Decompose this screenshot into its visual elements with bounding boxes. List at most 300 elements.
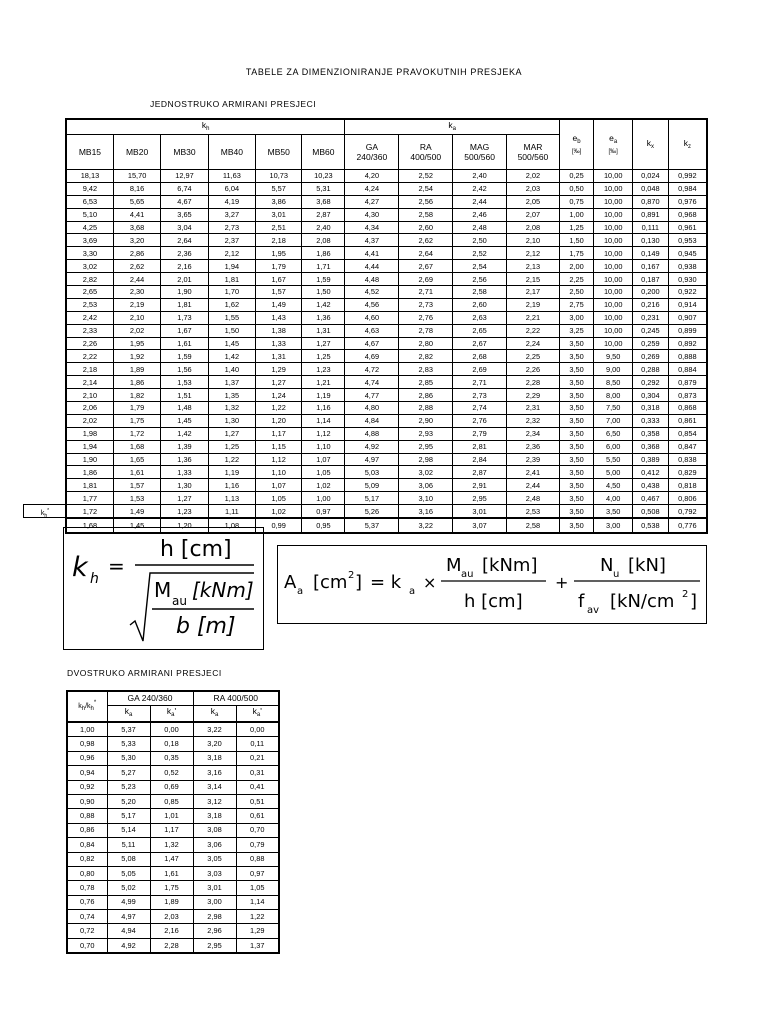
table-row — [66, 273, 707, 286]
table-cell: 1,33 — [256, 337, 302, 350]
table-cell: 2,05 — [507, 195, 560, 208]
table-cell: 5,17 — [345, 492, 399, 505]
table-cell: 0,96 — [67, 751, 107, 765]
table-cell: 2,95 — [193, 938, 236, 953]
table-cell: 0,259 — [633, 337, 669, 350]
table-cell: 1,95 — [256, 247, 302, 260]
table-cell: 5,23 — [107, 780, 150, 794]
table-cell: 0,854 — [668, 427, 707, 440]
table-row — [66, 363, 707, 376]
table-cell: 1,25 — [302, 350, 345, 363]
table-cell: 0,200 — [633, 286, 669, 299]
table-row — [66, 479, 707, 492]
table-cell: 3,22 — [193, 722, 236, 737]
table-cell: 6,50 — [594, 427, 633, 440]
table-cell: 2,67 — [453, 337, 507, 350]
table-cell: 2,81 — [453, 440, 507, 453]
table-cell: 2,51 — [256, 221, 302, 234]
col-header-ra: RA 400/500 — [399, 135, 453, 170]
table-row — [66, 337, 707, 350]
table-cell: 2,54 — [453, 260, 507, 273]
double-header-row-top — [67, 691, 279, 706]
table-cell: 0,792 — [668, 505, 707, 518]
table-row — [66, 466, 707, 479]
table-cell: 1,50 — [559, 234, 593, 247]
table-row — [66, 376, 707, 389]
table-cell: 2,26 — [507, 363, 560, 376]
table-cell: 3,01 — [193, 881, 236, 895]
table-cell: 2,98 — [399, 453, 453, 466]
table-cell: 1,79 — [256, 260, 302, 273]
table-cell: 1,00 — [559, 208, 593, 221]
table-cell: 0,84 — [67, 838, 107, 852]
table-cell: 1,07 — [302, 453, 345, 466]
table-cell: 2,19 — [507, 298, 560, 311]
table-cell: 0,80 — [67, 866, 107, 880]
table-cell: 0,98 — [67, 737, 107, 751]
table-cell: 1,57 — [256, 286, 302, 299]
table-cell: 4,00 — [594, 492, 633, 505]
table-cell: 1,61 — [150, 866, 193, 880]
double-reinforced-table — [66, 690, 280, 954]
ratio-header: kh/kh* — [67, 691, 107, 722]
table-cell: 2,07 — [507, 208, 560, 221]
table-cell: 7,50 — [594, 402, 633, 415]
table-cell: 1,02 — [256, 505, 302, 518]
table-cell: 1,79 — [113, 402, 160, 415]
table-cell: 0,85 — [150, 794, 193, 808]
table-cell: 6,74 — [161, 182, 208, 195]
table-cell: 1,98 — [66, 427, 113, 440]
table-row — [67, 794, 279, 808]
table-cell: 4,72 — [345, 363, 399, 376]
table-cell: 2,44 — [113, 273, 160, 286]
table-cell: 5,00 — [594, 466, 633, 479]
table-cell: 2,71 — [453, 376, 507, 389]
table-cell: 4,50 — [594, 479, 633, 492]
table-cell: 0,21 — [236, 751, 279, 765]
table-cell: 2,02 — [507, 170, 560, 183]
table-cell: 9,50 — [594, 350, 633, 363]
kz-header: $k_z$ — [668, 119, 707, 170]
formula-as-moment-unit: [kNm] — [482, 555, 538, 576]
formula-as-f-unit: [kN/cm — [610, 591, 675, 612]
table-cell: 5,65 — [113, 195, 160, 208]
table-cell: 1,14 — [236, 895, 279, 909]
table-cell: 3,50 — [559, 492, 593, 505]
table-cell: 4,63 — [345, 324, 399, 337]
table-cell: 2,46 — [453, 208, 507, 221]
table-cell: 2,63 — [453, 311, 507, 324]
table-cell: 2,50 — [453, 234, 507, 247]
table-cell: 5,37 — [107, 722, 150, 737]
table-cell: 0,873 — [668, 389, 707, 402]
table-cell: 0,907 — [668, 311, 707, 324]
table-cell: 0,318 — [633, 402, 669, 415]
table-cell: 0,776 — [668, 518, 707, 533]
formula-as-f-sub: av — [587, 605, 600, 616]
table-cell: 1,27 — [161, 492, 208, 505]
table-cell: 15,70 — [113, 170, 160, 183]
table-cell: 2,95 — [399, 440, 453, 453]
table-cell: 10,00 — [594, 208, 633, 221]
table-cell: 10,00 — [594, 234, 633, 247]
table-cell: 2,53 — [507, 505, 560, 518]
formula-as — [277, 545, 707, 624]
table-cell: 0,818 — [668, 479, 707, 492]
table-cell: 0,899 — [668, 324, 707, 337]
formula-as-ka-sub: a — [409, 586, 416, 597]
table-cell: 0,50 — [559, 182, 593, 195]
table-cell: 2,65 — [66, 286, 113, 299]
table-cell: 3,50 — [594, 505, 633, 518]
table-cell: 1,49 — [256, 298, 302, 311]
table-cell: 1,86 — [66, 466, 113, 479]
table-cell: 1,68 — [113, 440, 160, 453]
table-cell: 3,12 — [193, 794, 236, 808]
table-cell: 2,34 — [507, 427, 560, 440]
table-cell: 4,67 — [345, 337, 399, 350]
table-cell: 3,50 — [559, 453, 593, 466]
table-cell: 2,54 — [399, 182, 453, 195]
table-cell: 1,00 — [67, 722, 107, 737]
table-cell: 6,00 — [594, 440, 633, 453]
table-row — [66, 182, 707, 195]
table-cell: 11,63 — [208, 170, 255, 183]
table-row — [66, 402, 707, 415]
table-cell: 2,52 — [453, 247, 507, 260]
table-cell: 0,870 — [633, 195, 669, 208]
table-cell: 3,20 — [113, 234, 160, 247]
table-row — [66, 505, 707, 518]
table-cell: 0,97 — [236, 866, 279, 880]
table-cell: 1,05 — [236, 881, 279, 895]
table-cell: 1,27 — [302, 337, 345, 350]
formula-as-a-exp: 2 — [348, 570, 355, 581]
table-cell: 1,68 — [66, 518, 113, 533]
table-cell: 5,26 — [345, 505, 399, 518]
table-cell: 1,19 — [208, 466, 255, 479]
table-cell: 1,90 — [66, 453, 113, 466]
table-cell: 1,32 — [150, 838, 193, 852]
table-cell: 4,99 — [107, 895, 150, 909]
table-cell: 2,69 — [453, 363, 507, 376]
formula-as-f-unit-close: ] — [690, 591, 698, 612]
table-cell: 1,48 — [161, 402, 208, 415]
table-cell: 5,14 — [107, 823, 150, 837]
table-cell: 2,79 — [453, 427, 507, 440]
table-cell: 2,85 — [399, 376, 453, 389]
table-cell: 4,80 — [345, 402, 399, 415]
table-cell: 4,56 — [345, 298, 399, 311]
table-cell: 2,91 — [453, 479, 507, 492]
table-cell: 2,80 — [399, 337, 453, 350]
table-cell: 4,84 — [345, 414, 399, 427]
table-cell: 2,12 — [208, 247, 255, 260]
table-cell: 2,58 — [453, 286, 507, 299]
table-cell: 3,00 — [559, 311, 593, 324]
table-cell: 3,02 — [66, 260, 113, 273]
ea-header: $e_a$ [‰] — [594, 119, 633, 170]
table-cell: 0,94 — [67, 766, 107, 780]
formula-as-n-unit: [kN] — [628, 555, 666, 576]
table-cell: 0,269 — [633, 350, 669, 363]
table-cell: 2,25 — [559, 273, 593, 286]
formula-as-eq-ka: = k — [370, 572, 402, 593]
table-cell: 10,23 — [302, 170, 345, 183]
table-cell: 1,49 — [113, 505, 160, 518]
table-cell: 2,60 — [453, 298, 507, 311]
table-cell: 9,42 — [66, 182, 113, 195]
table-cell: 3,50 — [559, 337, 593, 350]
table-cell: 1,25 — [208, 440, 255, 453]
table-row — [67, 938, 279, 953]
table-cell: 2,82 — [399, 350, 453, 363]
table-cell: 18,13 — [66, 170, 113, 183]
table-cell: 2,95 — [453, 492, 507, 505]
table-cell: 3,16 — [399, 505, 453, 518]
table-cell: 0,879 — [668, 376, 707, 389]
table-cell: 1,20 — [256, 414, 302, 427]
table-cell: 2,03 — [150, 910, 193, 924]
table-cell: 1,08 — [208, 518, 255, 533]
sub-header-ka-ga: $k_a$ — [107, 706, 150, 723]
table-cell: 0,968 — [668, 208, 707, 221]
table-cell: 7,00 — [594, 414, 633, 427]
formula-as-plus: + — [555, 573, 569, 592]
table-cell: 1,86 — [113, 376, 160, 389]
table-cell: 2,25 — [507, 350, 560, 363]
table-cell: 2,73 — [208, 221, 255, 234]
table-cell: 0,231 — [633, 311, 669, 324]
table-cell: 1,22 — [236, 910, 279, 924]
table-cell: 1,24 — [256, 389, 302, 402]
table-cell: 6,04 — [208, 182, 255, 195]
table-cell: 4,27 — [345, 195, 399, 208]
table-cell: 1,23 — [161, 505, 208, 518]
table-cell: 1,75 — [150, 881, 193, 895]
table-cell: 0,61 — [236, 809, 279, 823]
table-cell: 1,14 — [302, 414, 345, 427]
table-cell: 1,94 — [208, 260, 255, 273]
table-cell: 0,467 — [633, 492, 669, 505]
table-cell: 0,00 — [150, 722, 193, 737]
group-header-ga: GA 240/360 — [107, 691, 193, 706]
table-cell: 3,86 — [256, 195, 302, 208]
table-cell: 4,74 — [345, 376, 399, 389]
table-cell: 2,53 — [66, 298, 113, 311]
table-cell: 10,00 — [594, 324, 633, 337]
table-cell: 0,97 — [302, 505, 345, 518]
table-cell: 2,86 — [113, 247, 160, 260]
table-cell: 5,08 — [107, 852, 150, 866]
table-cell: 3,27 — [208, 208, 255, 221]
formula-as-f-exp: 2 — [682, 589, 689, 600]
table-cell: 1,38 — [256, 324, 302, 337]
table-cell: 4,94 — [107, 924, 150, 938]
formula-kh-numerator: h [cm] — [160, 537, 232, 562]
table-cell: 4,77 — [345, 389, 399, 402]
table-cell: 2,15 — [507, 273, 560, 286]
section-heading-single: JEDNOSTRUKO ARMIRANI PRESJECI — [150, 99, 317, 109]
table-cell: 0,930 — [668, 273, 707, 286]
table-cell: 0,95 — [302, 518, 345, 533]
formula-as-a-unit-close: ] — [355, 572, 363, 593]
col-header-mb30: MB30 — [161, 135, 208, 170]
table-cell: 5,11 — [107, 838, 150, 852]
table-cell: 0,74 — [67, 910, 107, 924]
table-row — [66, 453, 707, 466]
table-cell: 0,11 — [236, 737, 279, 751]
table-row — [67, 881, 279, 895]
table-cell: 2,28 — [150, 938, 193, 953]
table-cell: 2,58 — [399, 208, 453, 221]
table-cell: 0,78 — [67, 881, 107, 895]
table-cell: 0,953 — [668, 234, 707, 247]
table-cell: 0,884 — [668, 363, 707, 376]
table-cell: 1,12 — [302, 427, 345, 440]
table-cell: 5,37 — [345, 518, 399, 533]
table-cell: 1,15 — [256, 440, 302, 453]
table-cell: 1,30 — [161, 479, 208, 492]
table-cell: 3,05 — [193, 852, 236, 866]
table-cell: 1,62 — [208, 298, 255, 311]
table-cell: 2,28 — [507, 376, 560, 389]
table-cell: 2,06 — [66, 402, 113, 415]
table-cell: 4,60 — [345, 311, 399, 324]
table-cell: 1,77 — [66, 492, 113, 505]
table-cell: 4,19 — [208, 195, 255, 208]
table-cell: 1,81 — [66, 479, 113, 492]
page-title: TABELE ZA DIMENZIONIRANJE PRAVOKUTNIH PRESJEKA — [245, 67, 523, 77]
table-cell: 1,22 — [208, 453, 255, 466]
table-row — [66, 414, 707, 427]
formula-as-a-sub: a — [297, 586, 304, 597]
table-cell: 3,06 — [193, 838, 236, 852]
table-cell: 1,56 — [161, 363, 208, 376]
table-cell: 1,67 — [256, 273, 302, 286]
table-cell: 2,10 — [507, 234, 560, 247]
table-cell: 0,914 — [668, 298, 707, 311]
table-cell: 1,35 — [208, 389, 255, 402]
table-cell: 0,389 — [633, 453, 669, 466]
table-cell: 1,61 — [161, 337, 208, 350]
table-cell: 5,50 — [594, 453, 633, 466]
table-cell: 0,438 — [633, 479, 669, 492]
table-cell: 4,34 — [345, 221, 399, 234]
table-cell: 0,92 — [67, 780, 107, 794]
table-cell: 1,86 — [302, 247, 345, 260]
table-cell: 10,00 — [594, 247, 633, 260]
table-cell: 2,10 — [113, 311, 160, 324]
table-cell: 2,98 — [193, 910, 236, 924]
table-cell: 0,35 — [150, 751, 193, 765]
table-cell: 4,37 — [345, 234, 399, 247]
table-cell: 3,69 — [66, 234, 113, 247]
table-cell: 1,90 — [161, 286, 208, 299]
table-cell: 3,10 — [399, 492, 453, 505]
table-cell: 2,39 — [507, 453, 560, 466]
table-cell: 4,44 — [345, 260, 399, 273]
table-cell: 3,50 — [559, 427, 593, 440]
table-cell: 2,68 — [453, 350, 507, 363]
table-cell: 1,30 — [208, 414, 255, 427]
table-cell: 3,02 — [399, 466, 453, 479]
table-cell: 0,961 — [668, 221, 707, 234]
table-cell: 1,05 — [302, 466, 345, 479]
table-cell: 0,76 — [67, 895, 107, 909]
col-header-mb50: MB50 — [256, 135, 302, 170]
col-header-mb40: MB40 — [208, 135, 255, 170]
table-cell: 2,18 — [256, 234, 302, 247]
table-cell: 1,37 — [236, 938, 279, 953]
table-cell: 0,048 — [633, 182, 669, 195]
table-cell: 0,88 — [67, 809, 107, 823]
table-cell: 1,39 — [161, 440, 208, 453]
table-cell: 1,40 — [208, 363, 255, 376]
table-cell: 2,64 — [161, 234, 208, 247]
table-cell: 2,16 — [150, 924, 193, 938]
table-cell: 4,67 — [161, 195, 208, 208]
table-cell: 2,18 — [66, 363, 113, 376]
table-cell: 1,19 — [302, 389, 345, 402]
table-cell: 0,412 — [633, 466, 669, 479]
table-cell: 3,18 — [193, 809, 236, 823]
table-cell: 1,89 — [113, 363, 160, 376]
sub-header-ka-prime-ga: $k_a'$ — [150, 706, 193, 723]
table-cell: 1,61 — [113, 466, 160, 479]
table-cell: 1,73 — [161, 311, 208, 324]
table-row — [67, 751, 279, 765]
table-row — [66, 286, 707, 299]
table-cell: 0,847 — [668, 440, 707, 453]
table-cell: 2,22 — [66, 350, 113, 363]
table-cell: 3,50 — [559, 350, 593, 363]
table-cell: 1,92 — [113, 350, 160, 363]
table-cell: 0,25 — [559, 170, 593, 183]
table-row — [66, 311, 707, 324]
table-cell: 8,50 — [594, 376, 633, 389]
table-cell: 5,30 — [107, 751, 150, 765]
table-cell: 0,938 — [668, 260, 707, 273]
table-cell: 10,00 — [594, 273, 633, 286]
table-cell: 2,33 — [66, 324, 113, 337]
table-cell: 1,71 — [302, 260, 345, 273]
kh-group-header: $k_h$ — [66, 119, 345, 135]
table-cell: 3,50 — [559, 518, 593, 533]
table-cell: 9,00 — [594, 363, 633, 376]
table-cell: 2,50 — [559, 286, 593, 299]
table-cell: 4,20 — [345, 170, 399, 183]
col-header-mb15: MB15 — [66, 135, 113, 170]
formula-as-a: A — [284, 572, 297, 593]
table-cell: 2,31 — [507, 402, 560, 415]
formula-kh-width: b [m] — [176, 614, 236, 639]
table-cell: 2,26 — [66, 337, 113, 350]
table-cell: 2,02 — [113, 324, 160, 337]
table-row — [67, 852, 279, 866]
table-cell: 2,96 — [193, 924, 236, 938]
table-cell: 1,36 — [302, 311, 345, 324]
table-cell: 3,04 — [161, 221, 208, 234]
table-cell: 0,90 — [67, 794, 107, 808]
table-cell: 2,67 — [399, 260, 453, 273]
table-cell: 3,16 — [193, 766, 236, 780]
formula-kh — [63, 527, 264, 650]
table-cell: 2,64 — [399, 247, 453, 260]
table-cell: 2,19 — [113, 298, 160, 311]
table-cell: 2,62 — [113, 260, 160, 273]
